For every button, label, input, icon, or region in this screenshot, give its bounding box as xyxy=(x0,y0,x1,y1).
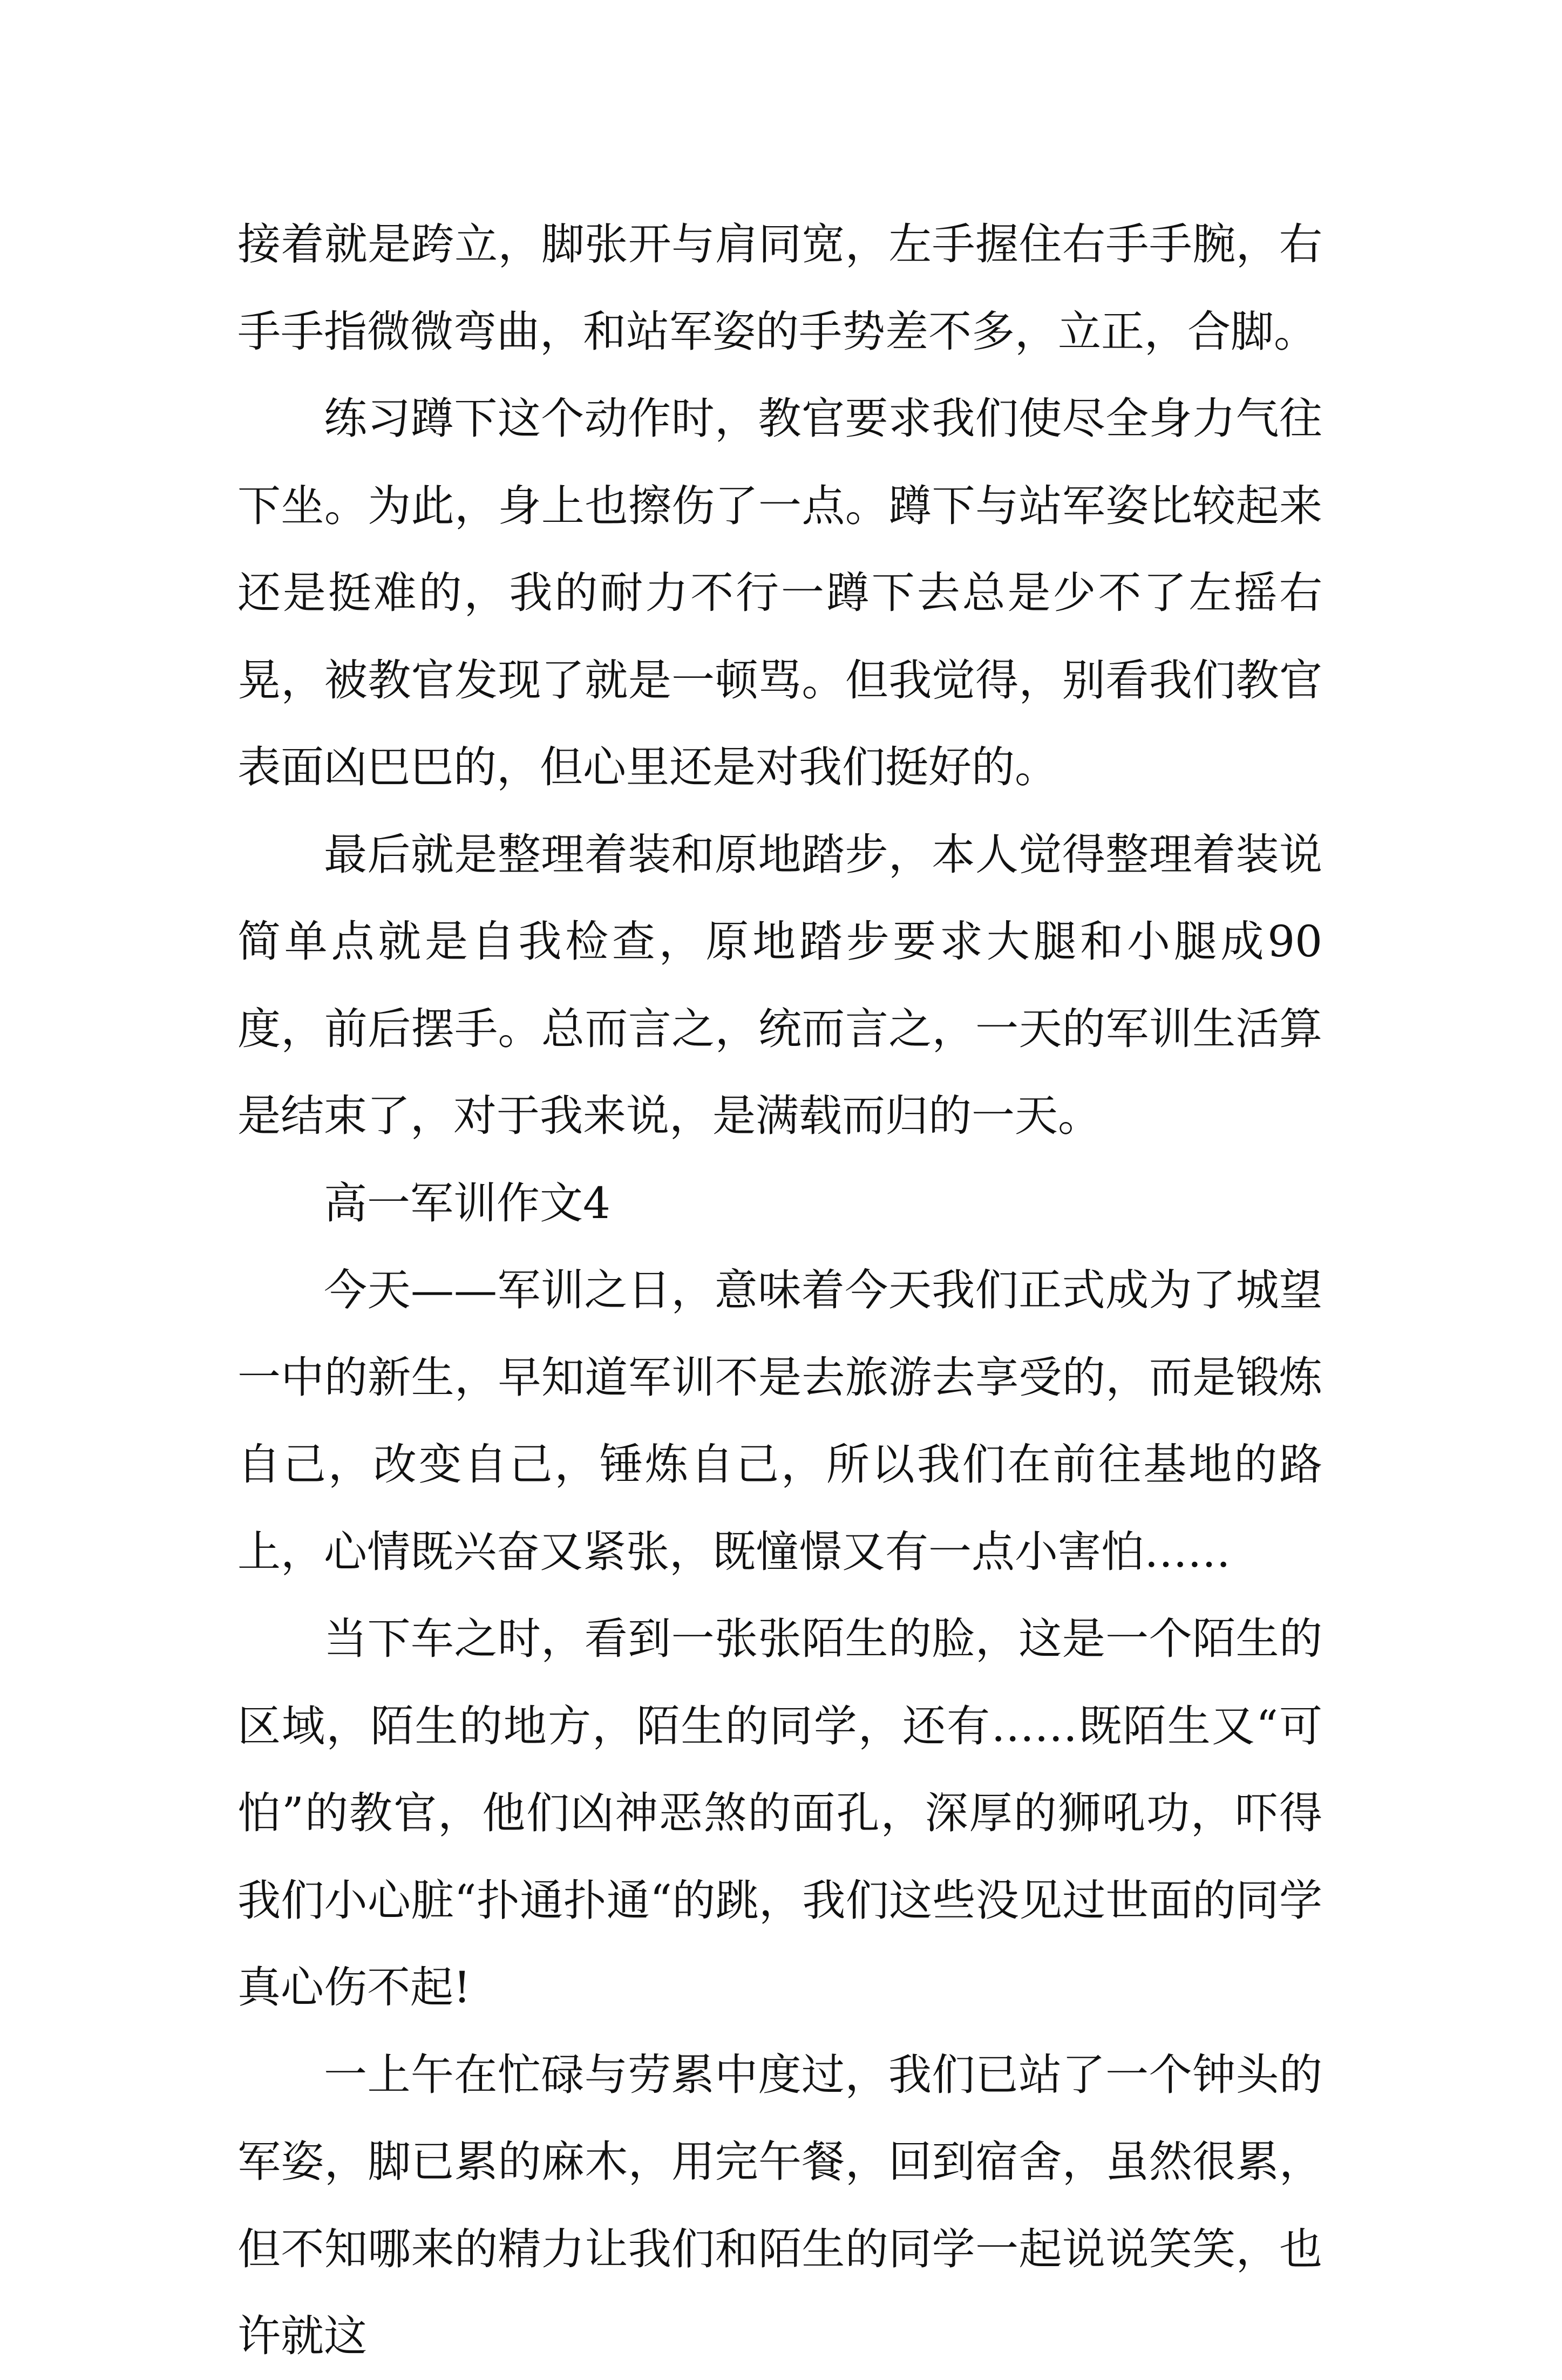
paragraph: 练习蹲下这个动作时，教官要求我们使尽全身力气往下坐。为此，身上也擦伤了一点。蹲下与站军姿比较起来还是挺难的，我的耐力不行一蹲下去总是少不了左摇右晃，被教官发现了就是一顿骂。但我觉得，别看我们教官表面凶巴巴的，但心里还是对我们挺好的。 xyxy=(237,393,1322,792)
paragraph: 今天——军训之日，意味着今天我们正式成为了城望一中的新生，早知道军训不是去旅游去享受的，而是锻炼自己，改变自己，锤炼自己，所以我们在前往基地的路上，心情既兴奋又紧张，既憧憬又有一点小害怕…… xyxy=(237,1265,1322,1577)
paragraph: 当下车之时，看到一张张陌生的脸，这是一个陌生的区域，陌生的地方，陌生的同学，还有……既陌生又“可怕”的教官，他们凶神恶煞的面孔，深厚的狮吼功，吓得我们小心脏“扑通扑通“的跳，我们这些没见过世面的同学真心伤不起! xyxy=(237,1614,1322,2012)
paragraph: 一上午在忙碌与劳累中度过，我们已站了一个钟头的军姿，脚已累的麻木，用完午餐，回到宿舍，虽然很累，但不知哪来的精力让我们和陌生的同学一起说说笑笑，也许就这 xyxy=(237,2049,1322,2361)
section-heading: 高一军训作文4 xyxy=(324,1178,610,1228)
document-body xyxy=(237,201,1322,2380)
paragraph-continued: 接着就是跨立，脚张开与肩同宽，左手握住右手手腕，右手手指微微弯曲，和站军姿的手势差不多，立正，合脚。 xyxy=(237,219,1322,357)
paragraph: 最后就是整理着装和原地踏步，本人觉得整理着装说简单点就是自我检查，原地踏步要求大腿和小腿成90度，前后摆手。总而言之，统而言之，一天的军训生活算是结束了，对于我来说，是满载而归的一天。 xyxy=(237,829,1322,1141)
